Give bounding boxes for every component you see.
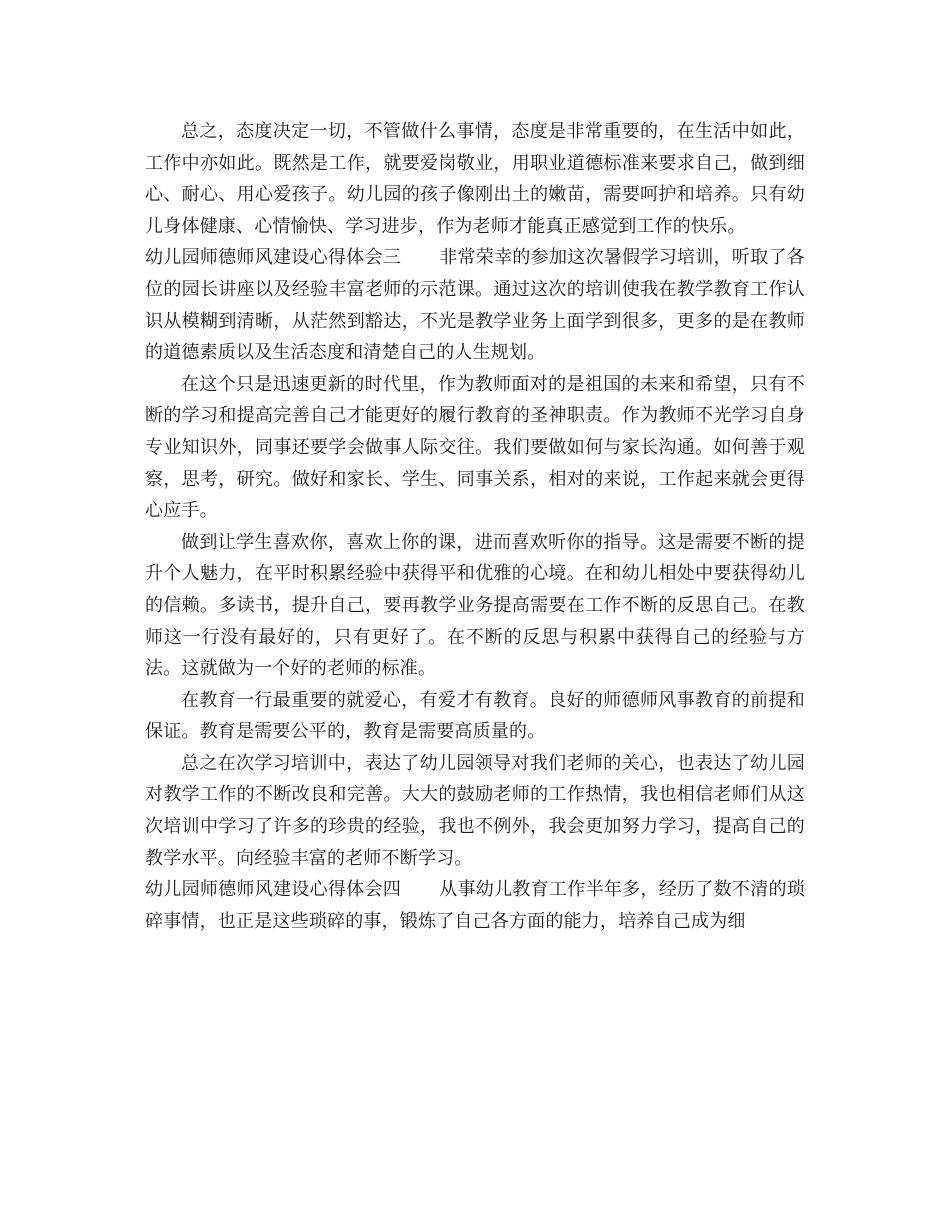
section-three-heading: 幼儿园师德师风建设心得体会三 [145, 247, 402, 269]
paragraph-personal-charm: 做到让学生喜欢你，喜欢上你的课，进而喜欢听你的指导。这是需要不断的提升个人魅力，在平时积累经验中获得平和优雅的心境。在和幼儿相处中要获得幼儿的信赖。多读书，提升自己，要再教学业务提高需要在工作不断的反思自己。在教师这一行没有最好的，只有更好了。在不断的反思与积累中获得自己的经验与方法。这就做为一个好的老师的标准。 [145, 531, 805, 680]
paragraph-love-in-education: 在教育一行最重要的就爱心，有爱才有教育。良好的师德师风事教育的前提和保证。教育是需要公平的，教育是需要高质量的。 [145, 689, 805, 743]
paragraph-continuous-learning: 在这个只是迅速更新的时代里，作为教师面对的是祖国的未来和希望，只有不断的学习和提高完善自己才能更好的履行教育的圣神职责。作为教师不光学习自身专业知识外，同事还要学会做事人际交往。我们要做如何与家长沟通。如何善于观察，思考，研究。做好和家长、学生、同事关系，相对的来说，工作起来就会更得心应手。 [145, 373, 805, 522]
section-four [145, 874, 805, 937]
section-three [145, 242, 805, 368]
section-four-text: 从事幼儿教育工作半年多，经历了数不清的琐碎事情，也正是这些琐碎的事，锻炼了自己各方面的能力，培养自己成为细 [145, 879, 805, 932]
paragraph-attitude-summary: 总之，态度决定一切，不管做什么事情，态度是非常重要的，在生活中如此，工作中亦如此。既然是工作，就要爱岗敬业，用职业道德标准来要求自己，做到细心、耐心、用心爱孩子。幼儿园的孩子像刚出土的嫩苗，需要呵护和培养。只有幼儿身体健康、心情愉快、学习进步，作为老师才能真正感觉到工作的快乐。 [145, 121, 805, 237]
section-four-heading: 幼儿园师德师风建设心得体会四 [145, 879, 402, 901]
section-three-text: 非常荣幸的参加这次暑假学习培训，听取了各位的园长讲座以及经验丰富老师的示范课。通过这次的培训使我在教学教育工作认识从模糊到清晰，从茫然到豁达，不光是教学业务上面学到很多，更多的是在教师的道德素质以及生活态度和清楚自己的人生规划。 [145, 247, 805, 364]
document-body [145, 116, 805, 937]
paragraph-training-summary: 总之在次学习培训中，表达了幼儿园领导对我们老师的关心，也表达了幼儿园对教学工作的不断改良和完善。大大的鼓励老师的工作热情，我也相信老师们从这次培训中学习了许多的珍贵的经验，我也不例外，我会更加努力学习，提高自己的教学水平。向经验丰富的老师不断学习。 [145, 752, 805, 869]
